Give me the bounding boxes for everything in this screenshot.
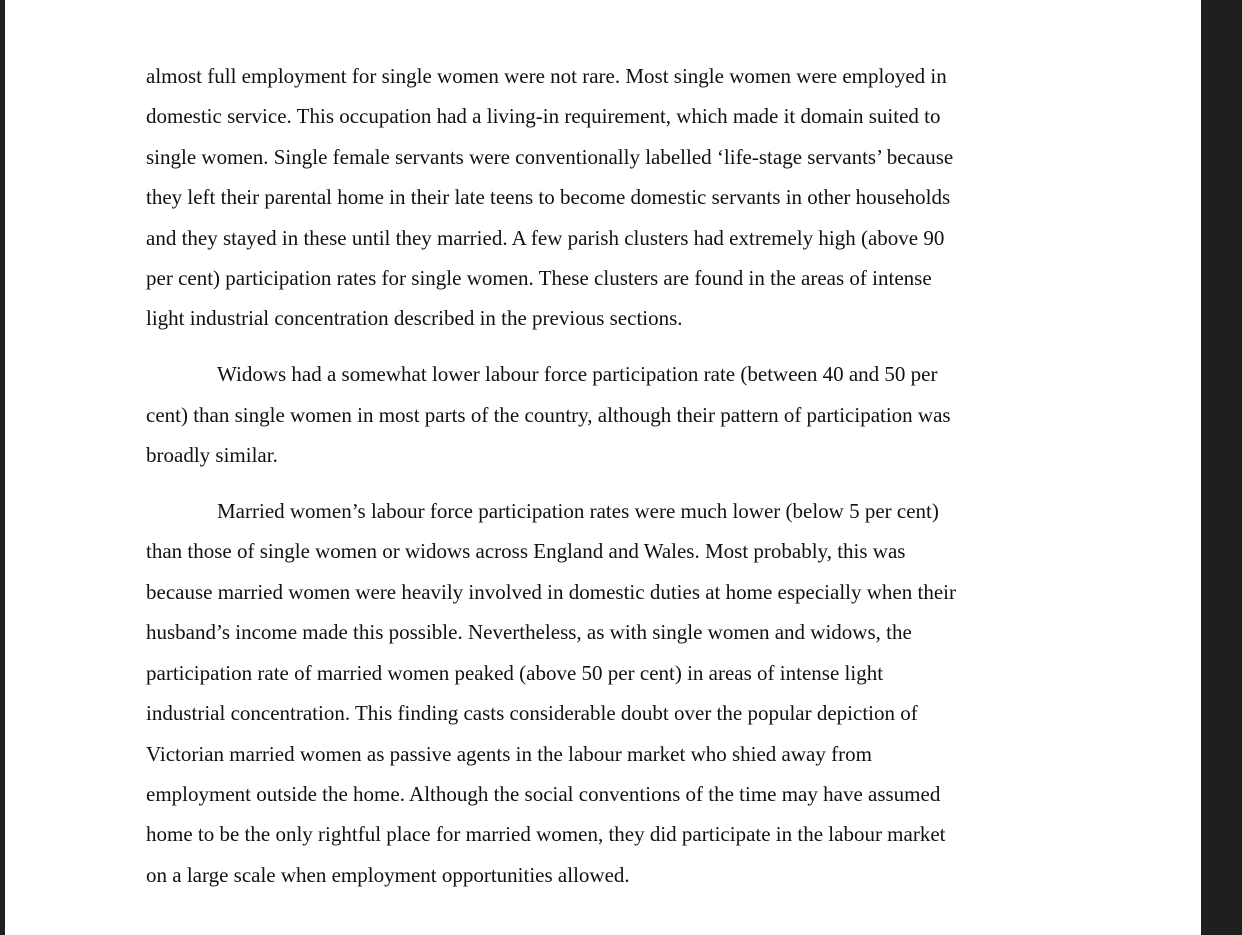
document-page[interactable]	[5, 0, 1201, 935]
text-line: participation rate of married women peaked (above 50 per cent) in areas of intense light	[146, 660, 884, 685]
text-line: single women. Single female servants were conventionally labelled ‘life-stage servants’ because	[146, 144, 954, 169]
text-line: and they stayed in these until they married. A few parish clusters had extremely high (above 90	[146, 225, 945, 250]
text-line: on a large scale when employment opportunities allowed.	[146, 862, 630, 887]
text-line: Widows had a somewhat lower labour force participation rate (between 40 and 50 per	[217, 362, 938, 387]
text-line: domestic service. This occupation had a living-in requirement, which made it domain suited to	[146, 104, 941, 129]
text-line: almost full employment for single women were not rare. Most single women were employed in	[146, 64, 947, 88]
text-line: broadly similar.	[146, 443, 278, 468]
paragraph-married-women	[146, 491, 1061, 895]
text-line: employment outside the home. Although the social conventions of the time may have assumed	[146, 781, 941, 806]
text-line: they left their parental home in their late teens to become domestic servants in other households	[146, 185, 951, 210]
document-body	[146, 56, 1061, 895]
text-line: because married women were heavily involved in domestic duties at home especially when their	[146, 579, 956, 604]
text-line: cent) than single women in most parts of the country, although their pattern of participation was	[146, 402, 951, 427]
text-line: than those of single women or widows across England and Wales. Most probably, this was	[146, 539, 906, 564]
text-line: husband’s income made this possible. Nevertheless, as with single women and widows, the	[146, 620, 912, 645]
text-line: Married women’s labour force participation rates were much lower (below 5 per cent)	[217, 499, 939, 524]
paragraph-single-women	[146, 56, 1061, 339]
paragraph-widows	[146, 354, 1061, 475]
text-line: per cent) participation rates for single women. These clusters are found in the areas of intense	[146, 266, 932, 291]
text-line: light industrial concentration described in the previous sections.	[146, 306, 683, 331]
text-line: home to be the only rightful place for married women, they did participate in the labour market	[146, 822, 946, 847]
text-line: Victorian married women as passive agents in the labour market who shied away from	[146, 741, 872, 766]
window-frame-right	[1201, 0, 1242, 935]
text-line: industrial concentration. This finding casts considerable doubt over the popular depiction of	[146, 701, 918, 726]
